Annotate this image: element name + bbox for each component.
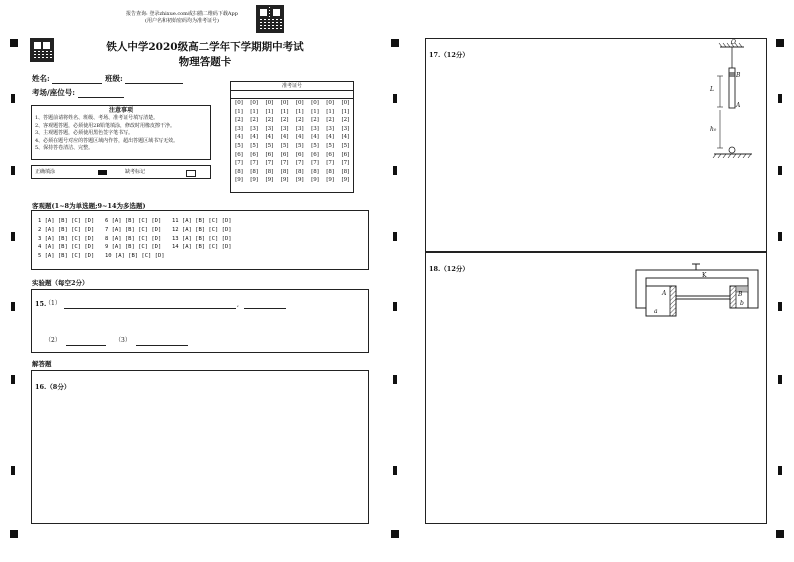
mc-question[interactable]: 2 [A] [B] [C] [D] [38, 226, 95, 233]
exam-id-bubble[interactable]: [2] [235, 117, 243, 124]
notice-item-4: 4、必须在题号对应的答题区域内作答，超出答题区域书写无效。 [35, 137, 179, 144]
exam-id-bubble[interactable]: [0] [311, 100, 319, 106]
exam-id-bubble[interactable]: [1] [265, 108, 274, 115]
exam-id-bubble[interactable]: [1] [295, 108, 304, 115]
registration-mark-bottom-left [10, 530, 18, 538]
exam-id-bubble[interactable]: [2] [341, 117, 350, 124]
experiment-heading: 实验题（每空2分） [32, 279, 89, 287]
mc-question[interactable]: 5 [A] [B] [C] [D] [38, 253, 95, 260]
q15-part1-blank-2[interactable] [244, 301, 286, 309]
exam-id-column [248, 99, 260, 185]
exam-title [90, 39, 320, 69]
notice-item-5: 5、保持答卷清洁、完整。 [35, 145, 94, 152]
exam-id-bubble[interactable]: [4] [341, 134, 350, 141]
exam-title-line-2: 物理答题卡 [178, 56, 232, 68]
exam-id-bubble[interactable]: [1] [250, 108, 259, 115]
notice-title: 注意事项 [108, 107, 133, 114]
timing-mark [778, 302, 782, 311]
q17-label-B: B [736, 72, 741, 79]
exam-id-bubble[interactable]: [4] [326, 134, 335, 141]
exam-id-bubble[interactable]: [9] [326, 177, 335, 184]
class-field[interactable] [125, 83, 183, 84]
objective-box [31, 210, 369, 270]
registration-mark-top-middle [391, 39, 399, 47]
q17-label: 17.（12分） [429, 51, 469, 59]
exam-id-bubble[interactable]: [7] [295, 160, 304, 167]
room-seat-label: 考场/座位号: [32, 88, 76, 97]
timing-mark [393, 94, 397, 103]
exam-id-bubble[interactable]: [8] [235, 168, 243, 175]
exam-id-bubble[interactable]: [8] [280, 168, 289, 175]
exam-id-bubble[interactable]: [5] [265, 142, 274, 149]
q15-part3-label: （3） [115, 337, 131, 344]
timing-mark [778, 466, 782, 475]
exam-id-bubble[interactable]: [3] [326, 125, 335, 132]
exam-id-bubble[interactable]: [0] [250, 100, 259, 106]
mc-question[interactable]: 8 [A] [B] [C] [D] [105, 235, 162, 242]
exam-id-bubble[interactable]: [6] [295, 151, 304, 158]
exam-id-bubble[interactable]: [2] [250, 117, 259, 124]
exam-id-bubble[interactable]: [2] [311, 117, 319, 124]
mc-question[interactable]: 12 [A] [B] [C] [D] [172, 226, 232, 233]
q18-figure-svg [632, 262, 762, 322]
q17-figure [706, 38, 756, 158]
timing-mark [778, 94, 782, 103]
q17-label-L: L [710, 86, 714, 93]
mc-row [38, 217, 244, 226]
correct-fill-sample [98, 170, 107, 175]
exam-id-bubble[interactable]: [6] [250, 151, 259, 158]
exam-id-bubble[interactable]: [7] [250, 160, 259, 167]
objective-heading: 客观题(1~8为单选题;9~14为多选题) [32, 202, 146, 210]
solution-heading: 解答题 [32, 360, 52, 368]
exam-id-bubble[interactable]: [6] [311, 151, 319, 158]
timing-mark [11, 302, 15, 311]
exam-title-line-1: 铁人中学2020级高二学年下学期期中考试 [106, 41, 304, 53]
q15-part1-label: （1） [45, 300, 61, 307]
q16-answer-box[interactable] [31, 370, 369, 524]
exam-id-bubble[interactable]: [8] [326, 168, 335, 175]
exam-id-bubble[interactable]: [1] [311, 108, 319, 115]
exam-id-bubble[interactable]: [2] [265, 117, 274, 124]
exam-id-bubble[interactable]: [7] [326, 160, 335, 167]
exam-id-bubble[interactable]: [8] [250, 168, 259, 175]
exam-id-bubble[interactable]: [9] [295, 177, 304, 184]
registration-mark-bottom-right [776, 530, 784, 538]
notice-item-3: 3、主观题答题，必须使用黑色签字笔书写。 [35, 130, 134, 137]
exam-id-bubble[interactable]: [4] [235, 134, 243, 141]
timing-mark [778, 166, 782, 175]
exam-id-header: 准考证号 [231, 82, 353, 91]
exam-id-bubble[interactable]: [3] [250, 125, 259, 132]
q15-part2-blank[interactable] [66, 338, 106, 346]
exam-id-bubble[interactable]: [6] [341, 151, 350, 158]
exam-id-bubble[interactable]: [1] [341, 108, 350, 115]
exam-id-bubble[interactable]: [3] [280, 125, 289, 132]
exam-id-bubble[interactable]: [3] [341, 125, 350, 132]
room-row [32, 87, 124, 98]
exam-id-write-row[interactable] [231, 91, 353, 99]
exam-id-column [339, 99, 351, 185]
exam-id-bubble[interactable]: [1] [235, 108, 243, 115]
exam-id-bubble[interactable]: [9] [265, 177, 274, 184]
exam-id-bubble[interactable]: [8] [295, 168, 304, 175]
exam-id-bubble[interactable]: [9] [280, 177, 289, 184]
exam-id-bubble[interactable]: [8] [341, 168, 350, 175]
timing-mark [778, 375, 782, 384]
exam-id-bubble[interactable]: [0] [326, 100, 335, 106]
exam-id-bubble[interactable]: [3] [265, 125, 274, 132]
q15-part3-blank[interactable] [136, 338, 188, 346]
exam-id-bubble[interactable]: [2] [280, 117, 289, 124]
mc-row [38, 235, 244, 244]
exam-id-bubble[interactable]: [6] [326, 151, 335, 158]
exam-id-bubble[interactable]: [0] [235, 100, 243, 106]
mc-question[interactable]: 6 [A] [B] [C] [D] [105, 218, 162, 224]
timing-mark [393, 466, 397, 475]
timing-mark [11, 232, 15, 241]
mc-question[interactable]: 7 [A] [B] [C] [D] [105, 226, 162, 233]
download-qr-code[interactable] [256, 5, 284, 33]
exam-id-bubble[interactable]: [9] [250, 177, 259, 184]
q15-part2-label: （2） [45, 337, 61, 344]
experiment-box [31, 289, 369, 353]
timing-mark [11, 466, 15, 475]
absent-mark-checkbox[interactable] [186, 170, 196, 177]
scan-notice-line-1: 报告查询: 登录zhixue.com或扫描二维码下载App [126, 11, 238, 17]
exam-id-bubble[interactable]: [4] [265, 134, 274, 141]
name-label: 姓名: [32, 74, 50, 83]
mc-question[interactable] [172, 252, 244, 261]
room-seat-field[interactable] [78, 97, 124, 98]
exam-id-bubble[interactable]: [2] [326, 117, 335, 124]
q16-label: 16.（8分） [35, 383, 71, 391]
registration-mark-top-left [10, 39, 18, 47]
exam-id-bubble[interactable]: [3] [295, 125, 304, 132]
timing-mark [393, 302, 397, 311]
q18-label-K: K [702, 272, 707, 279]
exam-id-column [263, 99, 275, 185]
q18-label: 18.（12分） [429, 265, 469, 273]
registration-mark-top-right [776, 39, 784, 47]
exam-id-bubble[interactable]: [9] [311, 177, 319, 184]
class-label: 班级: [105, 74, 123, 83]
registration-mark-bottom-middle [391, 530, 399, 538]
mc-question[interactable]: 10 [A] [B] [C] [D] [105, 253, 165, 260]
mc-row [38, 252, 244, 261]
q18-label-B: B [738, 291, 743, 298]
correct-fill-label: 正确填涂 [35, 169, 56, 175]
timing-mark [778, 232, 782, 241]
timing-mark [393, 166, 397, 175]
name-field[interactable] [52, 83, 102, 84]
exam-id-bubble[interactable]: [7] [235, 160, 243, 167]
exam-id-bubble[interactable]: [0] [280, 100, 289, 106]
exam-id-bubble[interactable]: [1] [280, 108, 289, 115]
exam-id-column [324, 99, 336, 185]
exam-id-bubble[interactable]: [7] [311, 160, 319, 167]
exam-id-bubble[interactable]: [5] [295, 142, 304, 149]
exam-id-column [294, 99, 306, 185]
timing-mark [11, 94, 15, 103]
q18-label-A: A [662, 290, 667, 297]
q18-figure [632, 262, 762, 322]
timing-mark [11, 375, 15, 384]
mc-question[interactable]: 4 [A] [B] [C] [D] [38, 244, 95, 251]
timing-mark [393, 232, 397, 241]
exam-id-bubble[interactable]: [5] [311, 142, 319, 149]
q15-part1-blank[interactable] [64, 301, 236, 309]
scan-notice-line-2: (用户名和初始密码均为准考证号) [145, 18, 219, 24]
exam-id-column [309, 99, 321, 185]
exam-id-bubble[interactable]: [5] [341, 142, 350, 149]
exam-id-bubble[interactable]: [8] [265, 168, 274, 175]
mc-question[interactable]: 13 [A] [B] [C] [D] [172, 235, 232, 242]
mc-question[interactable]: 9 [A] [B] [C] [D] [105, 244, 162, 251]
exam-id-bubble[interactable]: [7] [280, 160, 289, 167]
mc-question[interactable]: 14 [A] [B] [C] [D] [172, 244, 232, 251]
sheet-qr-code [30, 38, 54, 62]
mc-question[interactable]: 11 [A] [B] [C] [D] [172, 218, 232, 224]
exam-id-bubble[interactable]: [4] [280, 134, 289, 141]
exam-id-bubble[interactable]: [7] [265, 160, 274, 167]
q15-comma: , [237, 301, 239, 308]
q18-label-b: b [740, 300, 744, 307]
exam-id-bubble[interactable]: [0] [341, 100, 350, 106]
exam-id-bubble[interactable]: [5] [250, 142, 259, 149]
scan-notice [112, 11, 252, 25]
exam-id-bubble[interactable]: [5] [235, 142, 243, 149]
mc-row [38, 226, 244, 235]
exam-id-bubble[interactable]: [4] [311, 134, 319, 141]
q17-figure-svg [706, 38, 756, 158]
exam-id-bubble[interactable]: [1] [326, 108, 335, 115]
exam-id-bubble[interactable]: [0] [265, 100, 274, 106]
absent-mark-label: 缺考标记 [125, 169, 146, 175]
exam-id-bubble[interactable]: [5] [280, 142, 289, 149]
q18-label-a: a [654, 308, 658, 315]
exam-id-bubble[interactable]: [8] [311, 168, 319, 175]
exam-id-bubble[interactable]: [6] [235, 151, 243, 158]
q17-label-A: A [736, 102, 741, 109]
mc-question[interactable]: 1 [A] [B] [C] [D] [38, 218, 95, 224]
exam-id-bubble[interactable]: [7] [341, 160, 350, 167]
mc-question[interactable]: 3 [A] [B] [C] [D] [38, 235, 95, 242]
q15-number: 15. [35, 300, 47, 308]
notice-item-2: 2、客观题答题，必须使用2B铅笔填涂，修改时用橡皮擦干净。 [35, 122, 176, 129]
exam-id-bubble[interactable]: [2] [295, 117, 304, 124]
exam-id-column [279, 99, 291, 185]
timing-mark [11, 166, 15, 175]
q17-label-O: O [731, 39, 736, 46]
exam-id-bubble[interactable]: [4] [250, 134, 259, 141]
exam-id-bubble[interactable]: [3] [235, 125, 243, 132]
mc-row [38, 243, 244, 252]
exam-id-grid [230, 81, 354, 193]
exam-id-bubble[interactable]: [6] [265, 151, 274, 158]
exam-id-bubble[interactable]: [4] [295, 134, 304, 141]
exam-id-bubble[interactable]: [0] [295, 100, 304, 106]
exam-id-bubble[interactable]: [3] [311, 125, 319, 132]
exam-id-bubble[interactable]: [5] [326, 142, 335, 149]
exam-id-bubble[interactable]: [6] [280, 151, 289, 158]
exam-id-bubble[interactable]: [9] [341, 177, 350, 184]
exam-id-column [233, 99, 245, 185]
notice-box [31, 105, 211, 160]
name-row [32, 73, 183, 84]
timing-mark [393, 375, 397, 384]
fill-example-box [31, 165, 211, 179]
exam-id-bubble[interactable]: [9] [235, 177, 243, 184]
q17-label-h0: h₀ [710, 126, 717, 133]
notice-item-1: 1、答题前请将姓名、班级、考场、准考证号填写清楚。 [35, 115, 159, 121]
